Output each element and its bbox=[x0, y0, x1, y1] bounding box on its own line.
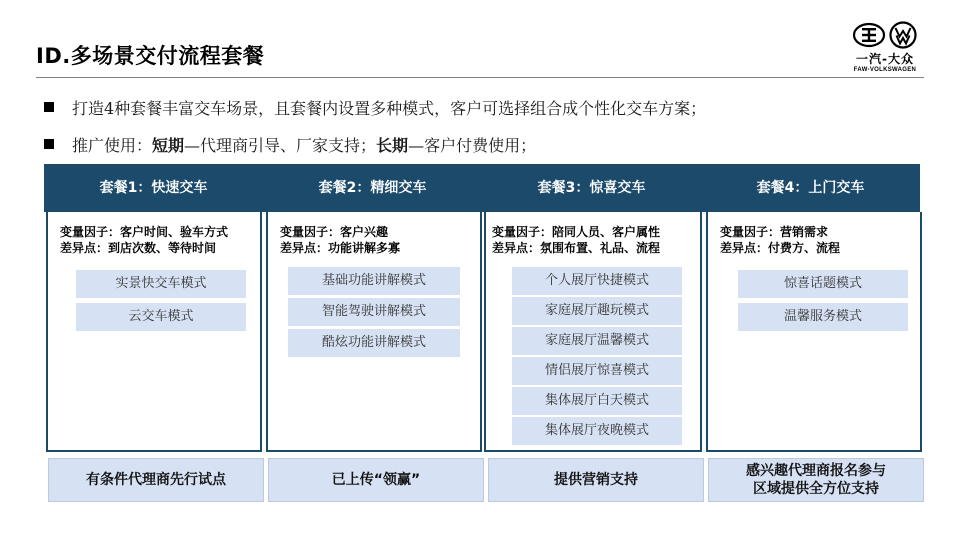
package-4-factor: 变量因子：营销需求 bbox=[720, 225, 829, 239]
package-1-factors bbox=[60, 224, 228, 256]
faw-logo-icon bbox=[854, 24, 884, 46]
package-3-factors bbox=[492, 224, 660, 256]
package-2-factors bbox=[280, 224, 400, 256]
package-4-title: 套餐4：上门交车 bbox=[756, 180, 865, 196]
slide-title: ID.多场景交付流程套餐 bbox=[36, 44, 265, 68]
package-3-title: 套餐3：惊喜交车 bbox=[537, 180, 646, 196]
bullet-square-icon bbox=[44, 139, 54, 149]
brand-name-en: FAW-VOLKSWAGEN bbox=[853, 67, 917, 73]
package-4-footer-line-2: 区域提供全方位支持 bbox=[753, 481, 879, 497]
bullet-2-suffix: —客户付费使用； bbox=[408, 136, 537, 155]
package-3-mode-1: 个人展厅快捷模式 bbox=[512, 267, 682, 295]
package-2-panel bbox=[266, 212, 482, 452]
package-4-footer bbox=[708, 458, 924, 502]
package-4-mode-1: 惊喜话题模式 bbox=[738, 270, 908, 298]
package-3-mode-4: 情侣展厅惊喜模式 bbox=[512, 357, 682, 385]
package-3-diff: 差异点：氛围布置、礼品、流程 bbox=[492, 241, 661, 255]
package-4-mode-2: 温馨服务模式 bbox=[738, 303, 908, 331]
package-2-mode-1: 基础功能讲解模式 bbox=[288, 267, 460, 295]
package-1-footer: 有条件代理商先行试点 bbox=[48, 458, 264, 502]
bullet-square-icon bbox=[44, 102, 54, 112]
brand-name-cn: 一汽-大众 bbox=[856, 52, 914, 66]
package-1-diff: 差异点：到店次数、等待时间 bbox=[60, 241, 217, 255]
package-2-mode-3: 酷炫功能讲解模式 bbox=[288, 329, 460, 357]
package-4-factors bbox=[720, 224, 840, 256]
package-2-mode-2: 智能驾驶讲解模式 bbox=[288, 298, 460, 326]
package-2-title: 套餐2：精细交车 bbox=[318, 180, 427, 196]
package-4-panel bbox=[706, 212, 922, 452]
package-3-factor: 变量因子：陪同人员、客户属性 bbox=[492, 225, 661, 239]
package-1-factor: 变量因子：客户时间、验车方式 bbox=[60, 225, 229, 239]
bullet-1-text: 打造4种套餐丰富交车场景，且套餐内设置多种模式，客户可选择组合成个性化交车方案； bbox=[72, 99, 707, 118]
bullet-2-prefix: 推广使用： bbox=[72, 136, 153, 155]
brand-logo bbox=[845, 18, 925, 76]
vw-logo-icon bbox=[891, 23, 916, 48]
title-divider bbox=[36, 77, 924, 78]
package-3-mode-6: 集体展厅夜晚模式 bbox=[512, 417, 682, 445]
package-2-footer: 已上传“领赢” bbox=[268, 458, 484, 502]
package-3-mode-3: 家庭展厅温馨模式 bbox=[512, 327, 682, 355]
package-4-diff: 差异点：付费方、流程 bbox=[720, 241, 841, 255]
package-1-panel bbox=[46, 212, 262, 452]
package-2-factor: 变量因子：客户兴趣 bbox=[280, 225, 389, 239]
package-3-mode-5: 集体展厅白天模式 bbox=[512, 387, 682, 415]
package-header-bar bbox=[44, 164, 920, 212]
bullet-2-long-term: 长期 bbox=[376, 136, 409, 155]
package-3-mode-2: 家庭展厅趣玩模式 bbox=[512, 297, 682, 325]
package-1-mode-1: 实景快交车模式 bbox=[76, 270, 246, 298]
bullet-2-mid: —代理商引导、厂家支持； bbox=[184, 136, 377, 155]
brand-marks bbox=[850, 20, 920, 50]
bullet-2-short-term: 短期 bbox=[152, 136, 185, 155]
package-2-diff: 差异点：功能讲解多寡 bbox=[280, 241, 401, 255]
package-3-panel bbox=[484, 212, 702, 452]
package-4-footer-line-1: 感兴趣代理商报名参与 bbox=[746, 463, 886, 479]
package-1-mode-2: 云交车模式 bbox=[76, 303, 246, 331]
package-3-footer: 提供营销支持 bbox=[488, 458, 704, 502]
bullet-2 bbox=[44, 133, 536, 156]
package-1-title: 套餐1：快速交车 bbox=[99, 180, 208, 196]
bullet-1 bbox=[44, 96, 706, 119]
